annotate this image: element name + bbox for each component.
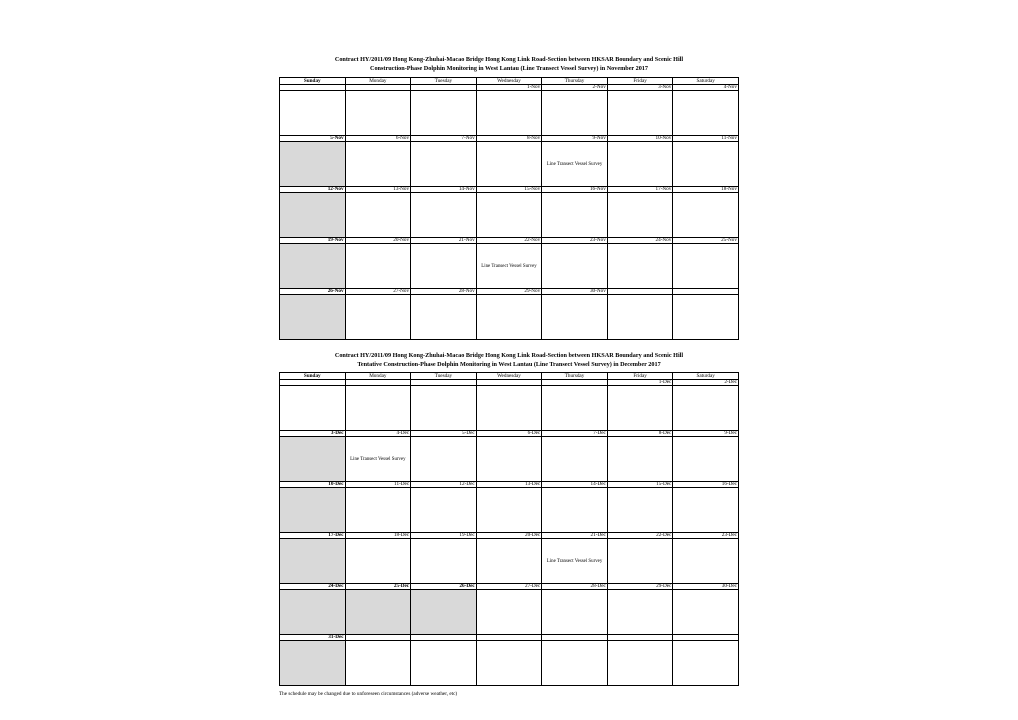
day-date: 5-Dec [411,431,477,437]
day-cell [607,91,673,136]
november-title-line1: Contract HY/2011/09 Hong Kong-Zhuhai-Macao Bridge Hong Kong Link Road-Section between HKSAR Boundary and Scenic Hill [334,56,684,63]
day-cell [607,244,673,289]
weekday-header: Thursday [542,78,608,85]
day-cell [280,193,346,238]
day-cell [411,244,477,289]
day-cell [345,641,411,686]
day-date: 19-Dec [411,533,477,539]
day-date: 19-Nov [280,238,346,244]
weekday-header: Wednesday [476,373,542,380]
survey-event-cell: Line Transect Vessel Survey [542,142,608,187]
day-cell [476,386,542,431]
day-cell [345,488,411,533]
day-cell [673,142,739,187]
day-cell [411,488,477,533]
weekday-header: Saturday [673,78,739,85]
day-date: 20-Nov [345,238,411,244]
day-cell [280,295,346,340]
day-cell [673,244,739,289]
day-cell [673,641,739,686]
day-cell [476,142,542,187]
day-date: 24-Dec [280,584,346,590]
day-date: 26-Nov [280,289,346,295]
day-cell [280,244,346,289]
day-cell [345,142,411,187]
day-date: 31-Dec [280,635,346,641]
day-cell [673,386,739,431]
day-cell [607,386,673,431]
weekday-header: Monday [345,373,411,380]
day-date: 1-Nov [476,85,542,91]
day-cell [280,142,346,187]
event-row [280,488,739,533]
day-cell [542,488,608,533]
day-cell [673,193,739,238]
day-date: 2-Dec [673,380,739,386]
day-date: 23-Nov [542,238,608,244]
day-cell [411,641,477,686]
day-date: 4-Dec [345,431,411,437]
november-title-line2: Construction-Phase Dolphin Monitoring in West Lantau (Line Transect Vessel Survey) in November 2017 [370,65,648,72]
event-row [280,590,739,635]
day-cell [280,539,346,584]
day-cell [607,437,673,482]
weekday-header: Monday [345,78,411,85]
event-row [280,641,739,686]
day-date: 8-Dec [607,431,673,437]
day-date: 15-Dec [607,482,673,488]
day-cell [673,437,739,482]
day-cell [673,539,739,584]
december-title-line2: Tentative Construction-Phase Dolphin Monitoring in West Lantau (Line Transect Vessel Survey) in December 2017 [357,361,661,368]
day-date: 14-Nov [411,187,477,193]
day-date: 6-Nov [345,136,411,142]
event-row [280,193,739,238]
day-cell [280,590,346,635]
day-cell [280,91,346,136]
day-date: 26-Dec [411,584,477,590]
day-date: 5-Nov [280,136,346,142]
day-cell [411,142,477,187]
day-cell [673,488,739,533]
schedule-footnote: The schedule may be changed due to unforeseen circumstances (adverse weather, etc) [279,691,458,697]
weekday-header: Tuesday [411,373,477,380]
weekday-header: Friday [607,373,673,380]
day-date: 22-Nov [476,238,542,244]
day-date: 30-Nov [542,289,608,295]
survey-event-cell: Line Transect Vessel Survey [476,244,542,289]
day-cell [542,386,608,431]
day-date: 28-Dec [542,584,608,590]
day-date: 22-Dec [607,533,673,539]
day-cell [411,193,477,238]
day-date: 3-Dec [280,431,346,437]
december-title-line1: Contract HY/2011/09 Hong Kong-Zhuhai-Macao Bridge Hong Kong Link Road-Section between HKSAR Boundary and Scenic Hill [334,352,684,359]
day-date: 18-Nov [673,187,739,193]
day-cell [542,244,608,289]
day-date: 11-Nov [673,136,739,142]
day-cell [280,437,346,482]
day-date: 27-Dec [476,584,542,590]
day-date: 8-Nov [476,136,542,142]
november-calendar [279,77,739,340]
day-date: 27-Nov [345,289,411,295]
day-cell [411,539,477,584]
day-cell [411,590,477,635]
weekday-header: Thursday [542,373,608,380]
day-date: 16-Nov [542,187,608,193]
december-calendar [279,372,739,686]
day-date: 20-Dec [476,533,542,539]
day-date: 7-Dec [542,431,608,437]
day-date: 9-Dec [673,431,739,437]
day-cell [673,590,739,635]
day-date: 30-Dec [673,584,739,590]
day-date: 10-Nov [607,136,673,142]
event-row [280,539,739,584]
day-cell [476,590,542,635]
day-date: 3-Nov [607,85,673,91]
day-cell [607,295,673,340]
day-date: 29-Nov [476,289,542,295]
day-cell [542,91,608,136]
day-cell [280,488,346,533]
day-date: 7-Nov [411,136,477,142]
day-cell [542,641,608,686]
day-cell [607,193,673,238]
day-date: 23-Dec [673,533,739,539]
event-row [280,142,739,187]
day-cell [607,539,673,584]
day-cell [280,641,346,686]
weekday-header: Wednesday [476,78,542,85]
day-date: 11-Dec [345,482,411,488]
day-cell [476,437,542,482]
day-cell [411,295,477,340]
day-cell [607,590,673,635]
day-date: 4-Nov [673,85,739,91]
day-cell [542,193,608,238]
day-date: 14-Dec [542,482,608,488]
day-date: 17-Dec [280,533,346,539]
day-cell [345,244,411,289]
december-title [279,351,739,369]
day-cell [476,539,542,584]
day-date: 24-Nov [607,238,673,244]
day-date: 25-Nov [673,238,739,244]
day-cell [476,193,542,238]
day-cell [345,539,411,584]
day-date: 9-Nov [542,136,608,142]
day-cell [607,641,673,686]
day-cell [476,91,542,136]
day-date: 29-Dec [607,584,673,590]
day-cell [345,386,411,431]
november-title [279,55,739,73]
day-cell [607,142,673,187]
day-date: 28-Nov [411,289,477,295]
event-row [280,295,739,340]
event-row [280,244,739,289]
day-cell [542,590,608,635]
day-cell [476,488,542,533]
day-date: 12-Dec [411,482,477,488]
day-cell [411,91,477,136]
day-cell [345,91,411,136]
day-date: 1-Dec [607,380,673,386]
day-date: 17-Nov [607,187,673,193]
day-date: 25-Dec [345,584,411,590]
day-cell [542,295,608,340]
day-date: 10-Dec [280,482,346,488]
day-cell [673,295,739,340]
event-row [280,437,739,482]
day-date: 6-Dec [476,431,542,437]
day-cell [411,437,477,482]
weekday-header: Friday [607,78,673,85]
day-cell [345,295,411,340]
survey-event-cell: Line Transect Vessel Survey [345,437,411,482]
weekday-header: Sunday [280,373,346,380]
day-cell [476,641,542,686]
survey-event-cell: Line Transect Vessel Survey [542,539,608,584]
day-date: 16-Dec [673,482,739,488]
day-date: 2-Nov [542,85,608,91]
day-date: 12-Nov [280,187,346,193]
day-cell [542,437,608,482]
day-cell [280,386,346,431]
day-date: 21-Dec [542,533,608,539]
weekday-header: Saturday [673,373,739,380]
weekday-header: Sunday [280,78,346,85]
day-date: 18-Dec [345,533,411,539]
day-cell [411,386,477,431]
day-cell [345,193,411,238]
weekday-header: Tuesday [411,78,477,85]
day-cell [345,590,411,635]
day-cell [673,91,739,136]
day-date: 13-Nov [345,187,411,193]
day-date: 13-Dec [476,482,542,488]
day-cell [476,295,542,340]
event-row [280,386,739,431]
event-row [280,91,739,136]
day-date: 21-Nov [411,238,477,244]
day-cell [607,488,673,533]
day-date: 15-Nov [476,187,542,193]
